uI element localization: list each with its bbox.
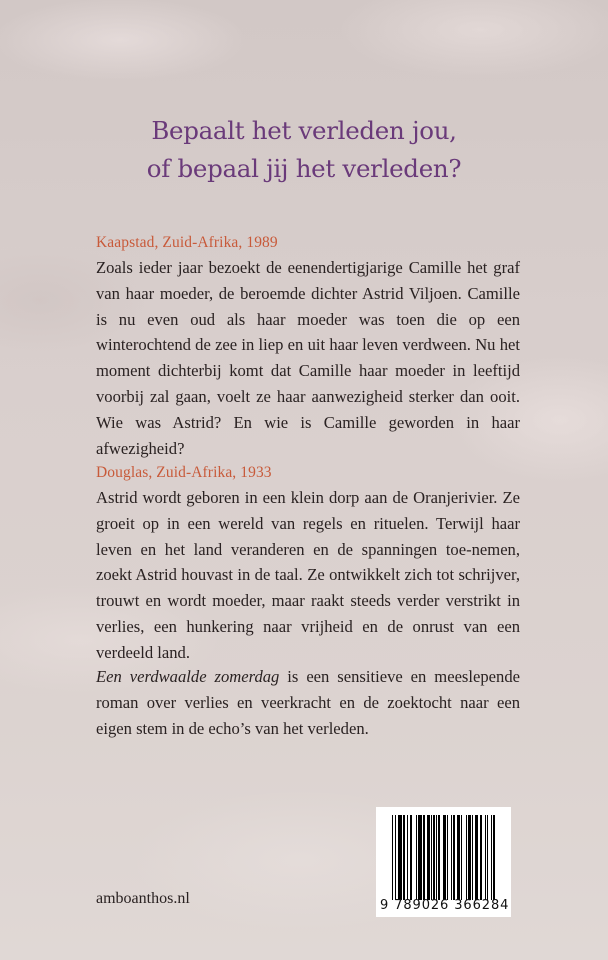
tagline-line-1: Bepaalt het verleden jou, bbox=[151, 116, 457, 145]
tagline bbox=[0, 112, 608, 188]
section-place-heading: Douglas, Zuid-Afrika, 1933 bbox=[96, 464, 272, 481]
section-place-heading: Kaapstad, Zuid-Afrika, 1989 bbox=[96, 234, 278, 251]
summary-body: is een sensitieve en meeslepende roman over verlies en veerkracht en de zoektocht naar een eigen stem in de echo’s van het verleden. bbox=[96, 667, 520, 738]
section-body-text: Zoals ieder jaar bezoekt de eenendertigjarige Camille het graf van haar moeder, de beroemde dichter Astrid Viljoen. Camille is nu even oud als haar moeder was toen die op een winterochtend de zee in liep en uit haar leven verdween. Nu het moment dichterbij komt dat Camille haar moeder in leeftijd voorbij zal gaan, voelt ze haar aanwezigheid sterker dan ooit. Wie was Astrid? En wie is Camille geworden in haar afwezigheid? bbox=[96, 258, 520, 458]
publisher-url[interactable]: amboanthos.nl bbox=[96, 890, 190, 907]
summary-text bbox=[96, 664, 520, 741]
section-douglas bbox=[96, 460, 520, 666]
barcode-bars bbox=[392, 815, 502, 900]
section-summary bbox=[96, 664, 520, 741]
section-body-text: Astrid wordt geboren in een klein dorp aan de Oranjerivier. Ze groeit op in een wereld van regels en rituelen. Terwijl haar leven en het land veranderen en de spanningen toe-nemen, zoekt Astrid houvast in de taal. Ze ontwikkelt zich tot schrijver, trouwt en wordt moeder, maar raakt steeds verder verstrikt in verlies, een hunkering naar vrijheid en de onrust van een verdeeld land. bbox=[96, 488, 520, 662]
section-kaapstad bbox=[96, 230, 520, 461]
isbn-barcode bbox=[376, 807, 511, 917]
book-title: Een verdwaalde zomerdag bbox=[96, 667, 280, 686]
tagline-line-2: of bepaal jij het verleden? bbox=[146, 154, 462, 183]
isbn-number: 9 789026 366284 bbox=[380, 898, 510, 913]
